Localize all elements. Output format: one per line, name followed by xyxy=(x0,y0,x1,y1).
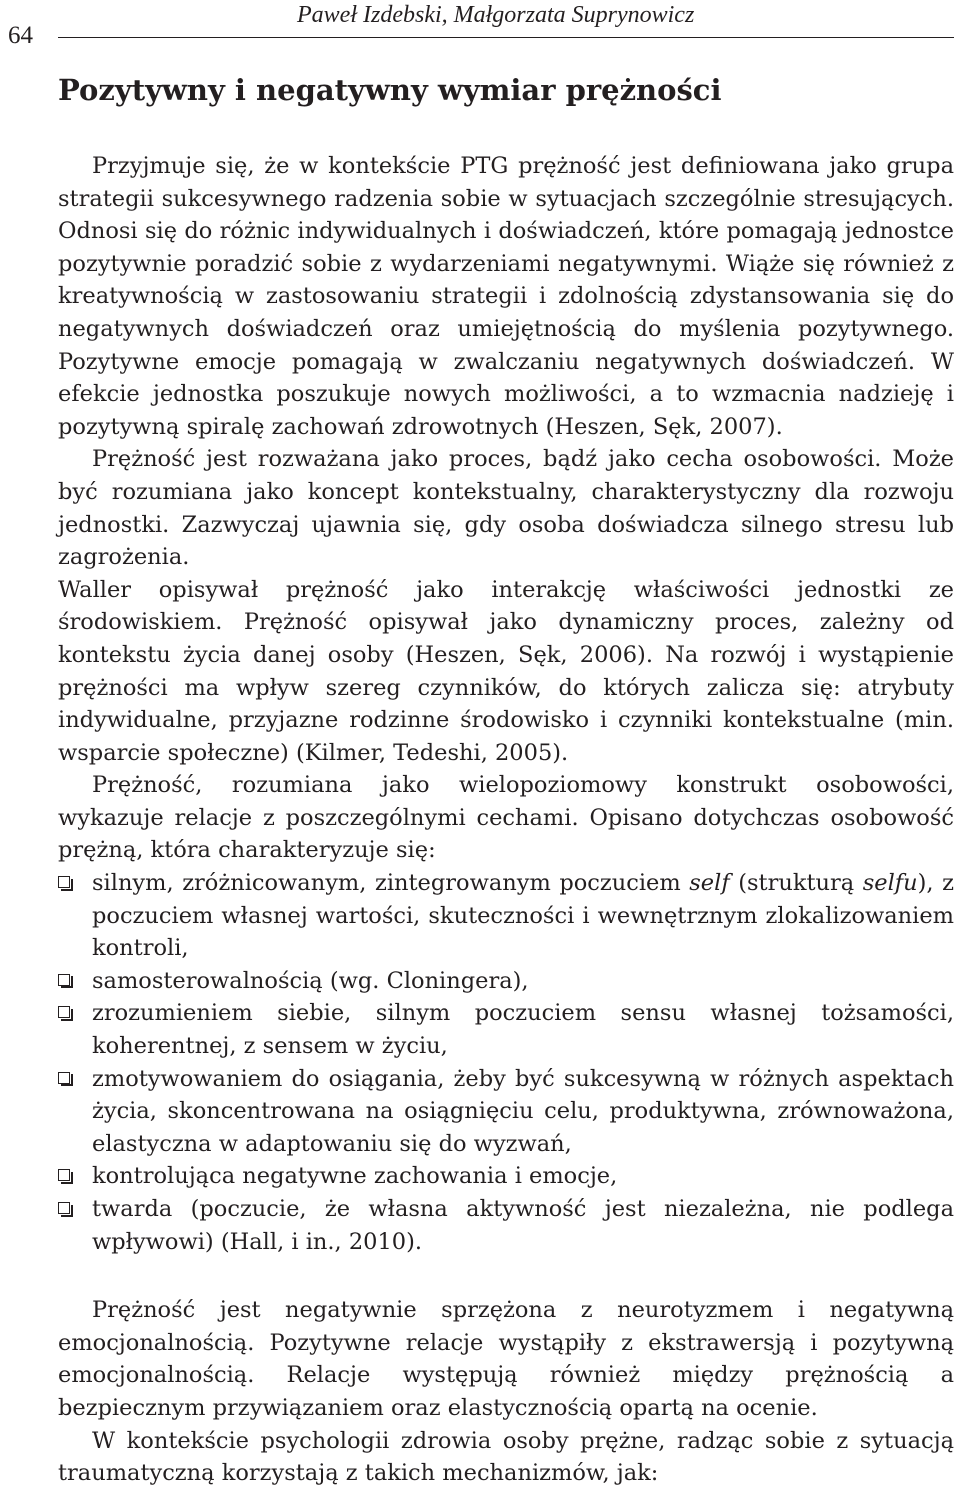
list-item xyxy=(58,1193,954,1258)
list-item-text: zrozumieniem siebie, silnym poczuciem sensu własnej tożsamości, koherentnej, z sensem w życiu, xyxy=(92,1000,954,1060)
list-item xyxy=(58,867,954,965)
list-item-emphasis: selfu xyxy=(862,870,918,897)
list-item-text-part: silnym, zróżnicowanym, zintegrowanym poczuciem xyxy=(92,870,690,897)
list-item xyxy=(58,1160,954,1193)
checkbox-bullet-icon xyxy=(58,1072,70,1084)
checkbox-bullet-icon xyxy=(58,974,70,986)
list-item xyxy=(58,1063,954,1161)
list-item-text: kontrolująca negatywne zachowania i emocje, xyxy=(92,1163,618,1190)
paragraph-3: Waller opisywał prężność jako interakcję właściwości jednostki ze środowiskiem. Prężność opisywał jako dynamiczny proces, zależny od kontekstu życia danej osoby (Heszen, Sęk, 2006). Na rozwój i wystąpienie prężności ma wpływ szereg czynników, do których zalicza się: atrybuty indywidualne, przyjazne rodzinne środowisko i czynniki kontekstualne (min. wsparcie społeczne) (Kilmer, Tedeshi, 2005). xyxy=(58,576,954,766)
paragraph-2: Prężność jest rozważana jako proces, bądź jako cecha osobowości. Może być rozumiana jako koncept kontekstualny, charakterystyczny dla rozwoju jednostki. Zazwyczaj ujawnia się, gdy osoba doświadcza silnego stresu lub zagrożenia. xyxy=(58,446,954,571)
list-item-text: zmotywowaniem do osiągania, żeby być sukcesywną w różnych aspektach życia, skoncentrowana na osiągnięciu celu, produktywna, zrównoważona, elastyczna w adaptowaniu się do wyzwań, xyxy=(92,1065,954,1157)
paragraph-4: Prężność, rozumiana jako wielopoziomowy konstrukt osobowości, wykazuje relacje z poszczególnymi cechami. Opisano dotychczas osobowość prężną, która charakteryzuje się: xyxy=(58,772,954,864)
list-item-text: twarda (poczucie, że własna aktywność jest niezależna, nie podlega wpływowi) (Hall, i in., 2010). xyxy=(92,1196,954,1255)
section-spacer xyxy=(58,1258,954,1294)
running-head: Paweł Izdebski, Małgorzata Suprynowicz xyxy=(297,2,695,28)
header-rule xyxy=(58,37,954,38)
paragraph-5: Prężność jest negatywnie sprzężona z neurotyzmem i negatywną emocjonalnością. Pozytywne relacje wystąpiły z ekstrawersją i pozytywną emocjonalnością. Relacje występują również między prężnością a bezpiecznym przywiązaniem oraz elastycznością opartą na ocenie. xyxy=(58,1297,954,1421)
page-header xyxy=(0,0,960,70)
list-item-text: samosterowalnością (wg. Cloningera), xyxy=(92,967,529,994)
list-item xyxy=(58,965,954,998)
list-item-text-part: (strukturą xyxy=(729,870,863,897)
checkbox-bullet-icon xyxy=(58,1169,70,1181)
section-title: Pozytywny i negatywny wymiar prężności xyxy=(58,73,722,107)
paragraph-1: Przyjmuje się, że w kontekście PTG prężność jest definiowana jako grupa strategii sukcesywnego radzenia sobie w sytuacjach szczególnie stresujących. Odnosi się do różnic indywidualnych i doświadczeń, które pomagają jednostce pozytywnie poradzić sobie z wydarzeniami negatywnymi. Wiąże się również z kreatywnością w zastosowaniu strategii i zdolnością zdystansowania się do negatywnych doświadczeń oraz umiejętnością do myślenia pozytywnego. Pozytywne emocje pomagają w zwalczaniu negatywnych doświadczeń. W efekcie jednostka poszukuje nowych możliwości, a to wzmacnia nadzieję i pozytywną spiralę zachowań zdrowotnych (Heszen, Sęk, 2007). xyxy=(58,153,954,440)
checkbox-bullet-icon xyxy=(58,1202,70,1214)
trait-list xyxy=(58,867,954,1258)
page-body xyxy=(58,68,954,1490)
list-item xyxy=(58,997,954,1062)
list-item-emphasis: self xyxy=(689,870,730,897)
list-item-text-part: ), z poczuciem własnej wartości, skuteczności i wewnętrznym zlokalizowaniem kontroli, xyxy=(92,870,954,962)
checkbox-bullet-icon xyxy=(58,876,70,888)
paragraph-6: W kontekście psychologii zdrowia osoby prężne, radząc sobie z sytuacją traumatyczną korzystają z takich mechanizmów, jak: xyxy=(58,1427,954,1487)
page-number: 64 xyxy=(8,22,33,49)
checkbox-bullet-icon xyxy=(58,1006,70,1018)
